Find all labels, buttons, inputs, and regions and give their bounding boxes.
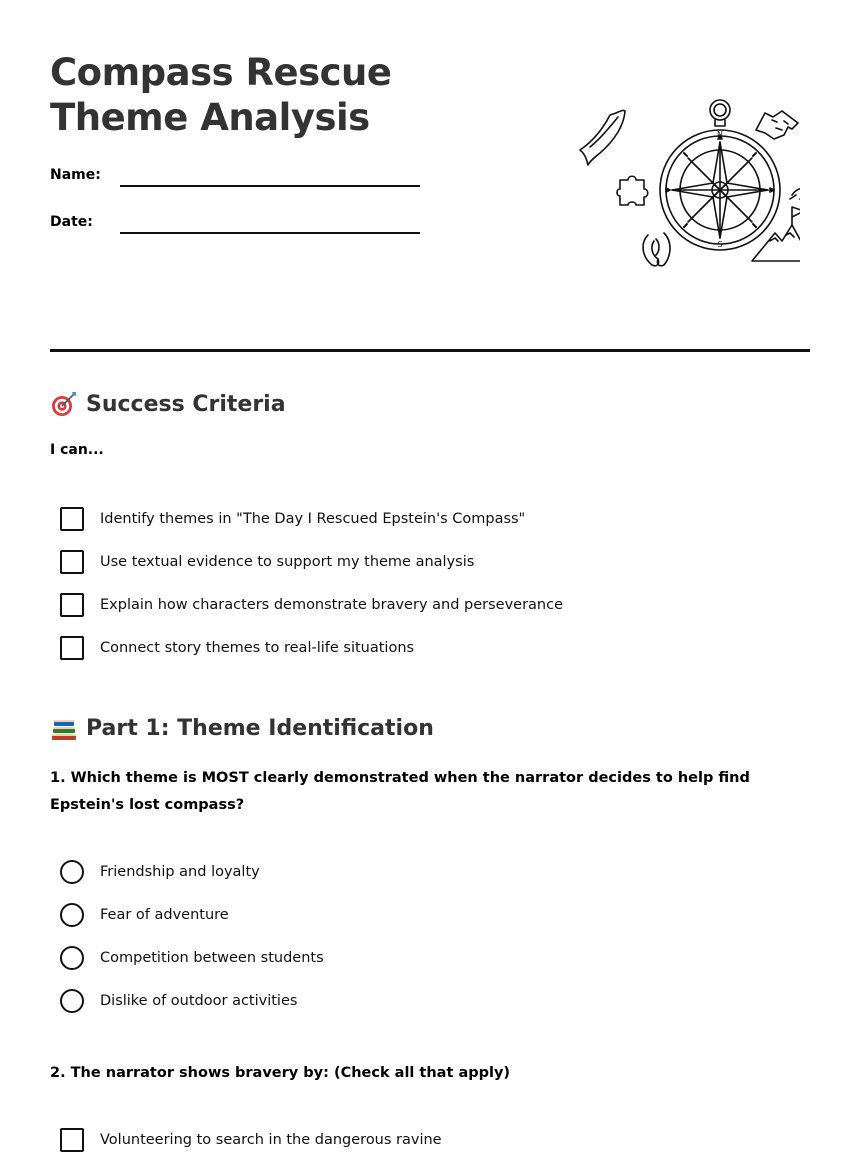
question-2-options [60,1130,810,1173]
radio-option [60,862,810,905]
radio-button[interactable] [60,989,84,1013]
date-input[interactable] [120,210,424,234]
criteria-checkbox[interactable] [60,550,84,574]
target-dart-icon [50,390,78,418]
criteria-checkbox[interactable] [60,593,84,617]
option-text: Competition between students [100,950,324,966]
compass-illustration [560,95,800,275]
i-can-label: I can... [50,442,104,458]
radio-option [60,991,810,1034]
puzzle-piece-icon [617,176,648,205]
map-piece-icon [756,111,798,139]
criteria-text: Connect story themes to real-life situations [100,640,415,656]
checkbox-option [60,1130,810,1173]
option-text: Dislike of outdoor activities [100,993,298,1009]
radio-option [60,905,810,948]
compass-south-letter: S [717,240,723,249]
part1-title: Part 1: Theme Identification [86,715,434,741]
radio-button[interactable] [60,860,84,884]
option-text: Volunteering to search in the dangerous ravine [100,1132,442,1148]
helping-hands-icon [643,233,670,266]
criteria-item [60,552,810,595]
option-text: Friendship and loyalty [100,864,260,880]
mountain-flag-icon [752,207,800,261]
criteria-text: Identify themes in "The Day I Rescued Epstein's Compass" [100,511,526,527]
option-checkbox[interactable] [60,1128,84,1152]
name-field [50,167,420,197]
success-criteria-title: Success Criteria [86,391,286,417]
criteria-item [60,509,810,552]
compass-north-letter: N [717,130,723,139]
date-label: Date: [50,214,93,230]
compass-icon [660,100,780,250]
question-2: 2. The narrator shows bravery by: (Check all that apply) [50,1065,511,1081]
option-text: Fear of adventure [100,907,229,923]
criteria-item [60,595,810,638]
radio-option [60,948,810,991]
question-1: 1. Which theme is MOST clearly demonstrated when the narrator decides to help find Epstein's lost compass? [50,770,750,813]
header-divider [50,349,810,352]
books-icon [50,714,78,742]
success-criteria-list [60,509,810,681]
name-label: Name: [50,167,101,183]
criteria-item [60,638,810,681]
name-input[interactable] [120,163,424,187]
criteria-text: Explain how characters demonstrate bravery and perseverance [100,597,564,613]
criteria-text: Use textual evidence to support my theme analysis [100,554,475,570]
part1-heading [50,714,434,742]
date-field [50,214,420,244]
question-1-options [60,862,810,1034]
radio-button[interactable] [60,946,84,970]
ribbon-icon [580,110,625,165]
success-criteria-heading [50,390,286,418]
flag-path-icon [790,165,800,203]
criteria-checkbox[interactable] [60,507,84,531]
page-title: Compass Rescue Theme Analysis [50,51,392,139]
radio-button[interactable] [60,903,84,927]
criteria-checkbox[interactable] [60,636,84,660]
